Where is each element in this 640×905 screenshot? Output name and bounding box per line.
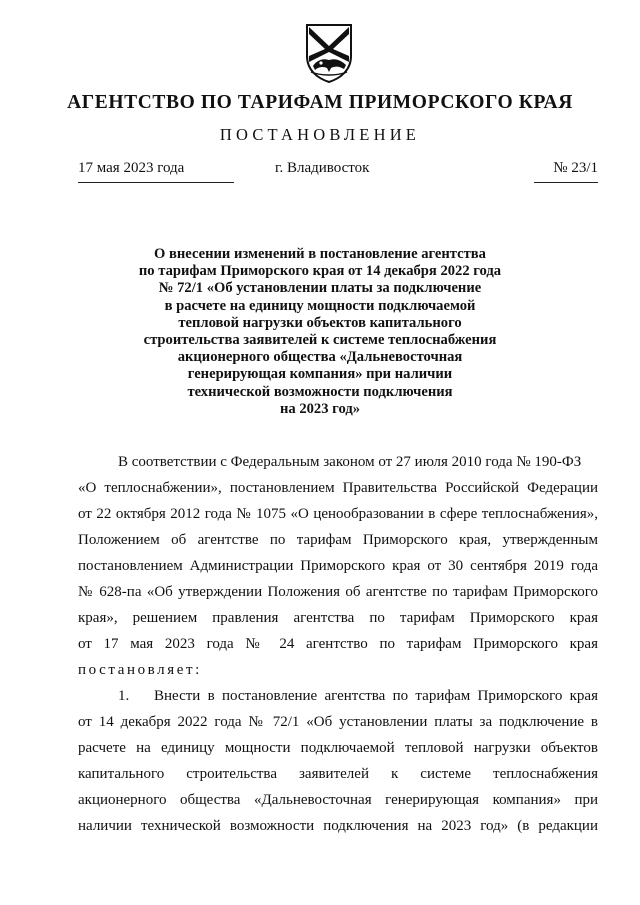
primorsky-krai-coat-of-arms-icon [303,22,355,84]
body-line: края», решением правления агентства по тарифам Приморского края [78,610,598,626]
agency-name: АГЕНТСТВО ПО ТАРИФАМ ПРИМОРСКОГО КРАЯ [67,92,573,113]
title-line: тепловой нагрузки объектов капитального [178,314,462,331]
body-line: «О теплоснабжении», постановлением Правительства Российской Федерации [78,480,598,496]
item-1-line: наличии технической возможности подключения на 2023 год» (в редакции [78,818,598,834]
title-line: строительства заявителей к системе теплоснабжения [143,332,497,349]
title-line: О внесении изменений в постановление агентства [154,246,486,262]
title-line: № 72/1 «Об установлении платы за подключение [158,280,482,297]
body-line: Положением об агентстве по тарифам Приморского края, утвержденным [78,532,598,548]
item-1-number: 1. [118,688,130,704]
title-line: технической возможности подключения [187,383,453,400]
body-line-decree: постановляет: [78,662,202,678]
document-date: 17 мая 2023 года [78,160,234,183]
item-1-first-line [78,686,598,706]
document-title [110,246,530,418]
body-line: от 17 мая 2023 года № 24 агентство по тарифам Приморского края [78,636,598,652]
body-line: постановлением Администрации Приморского края от 30 сентября 2019 года [78,558,598,574]
document-city: г. Владивосток [275,160,370,176]
title-line: по тарифам Приморского края от 14 декабря 2022 года [138,263,502,280]
document-number: № 23/1 [534,160,598,183]
body-line: В соответствии с Федеральным законом от 27 июля 2010 года № 190-ФЗ [118,454,582,470]
item-1-line: Внести в постановление агентства по тарифам Приморского края [154,688,598,704]
item-1-line: расчете на единицу мощности подключаемой тепловой нагрузки объектов [78,740,598,756]
title-line: на 2023 год» [279,400,360,417]
body-line: № 628-па «Об утверждении Положения об агентстве по тарифам Приморского [78,584,598,600]
item-1-line: акционерного общества «Дальневосточная генерирующая компания» при [78,792,598,808]
item-1-line: капитального строительства заявителей к системе теплоснабжения [78,766,598,782]
title-line: акционерного общества «Дальневосточная [177,349,463,366]
title-line: в расчете на единицу мощности подключаемой [164,297,476,314]
item-1-line: от 14 декабря 2022 года № 72/1 «Об установлении платы за подключение в [78,714,598,730]
title-line: генерирующая компания» при наличии [187,366,453,383]
body-line: от 22 октября 2012 года № 1075 «О ценообразовании в сфере теплоснабжения», [78,506,598,522]
document-type: ПОСТАНОВЛЕНИЕ [219,125,421,144]
